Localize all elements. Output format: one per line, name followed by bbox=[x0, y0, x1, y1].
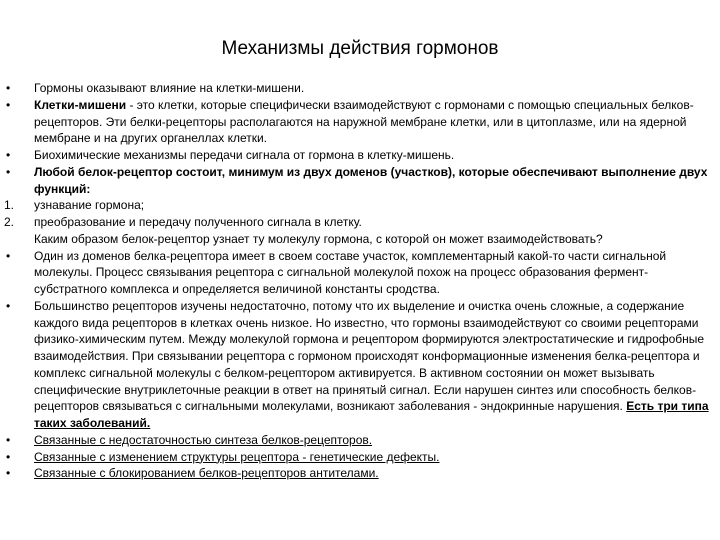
list-item-structure-change bbox=[4, 449, 716, 466]
list-item-recognition bbox=[4, 197, 716, 214]
list-item-hormones-influence bbox=[4, 80, 716, 97]
bullet-marker: • bbox=[6, 97, 11, 112]
slide-body bbox=[4, 80, 716, 482]
bullet-marker: • bbox=[6, 466, 11, 481]
number-marker: 2. bbox=[4, 215, 15, 229]
slide-title: Механизмы действия гормонов bbox=[221, 38, 499, 59]
item-text: Каким образом белок-рецептор узнает ту молекулу гормона, с которой он может взаимодействовать? bbox=[34, 231, 603, 246]
item-text: Связанные с блокированием белков-рецепторов антителами. bbox=[34, 466, 379, 481]
list-item-complementary-site bbox=[4, 248, 716, 298]
item-text: преобразование и передачу полученного сигнала в клетку. bbox=[34, 215, 362, 229]
list-item-receptor-domains bbox=[4, 164, 716, 198]
bullet-marker: • bbox=[6, 148, 11, 162]
bullet-marker: • bbox=[6, 81, 11, 95]
item-text: Любой белок-рецептор состоит, минимум из двух доменов (участков), которые обеспечивают выполнение двух функций: bbox=[34, 164, 708, 196]
list-item-transduction bbox=[4, 214, 716, 231]
bullet-marker: • bbox=[6, 164, 11, 179]
item-text: Связанные с недостаточностью синтеза белков-рецепторов. bbox=[34, 432, 373, 447]
list-item-synthesis-deficiency bbox=[4, 432, 716, 449]
item-text: - это клетки, которые специфически взаимодействуют с гормонами с помощью специальных белков-рецепторов. Эти белки-рецепторы располагаются на наружной мембране клетки, или в цитоплазме, или на ядерной мембране и на других органеллах клетки. bbox=[34, 97, 694, 146]
bullet-marker: • bbox=[6, 298, 11, 313]
item-text: Биохимические механизмы передачи сигнала от гормона в клетку-мишень. bbox=[34, 148, 455, 162]
list-item-target-cells bbox=[4, 97, 716, 147]
item-text: Гормоны оказывают влияние на клетки-мишени. bbox=[34, 81, 305, 95]
bullet-marker: • bbox=[6, 248, 11, 263]
bullet-marker: • bbox=[6, 449, 11, 464]
item-text: Связанные с изменением структуры рецептора - генетические дефекты. bbox=[34, 449, 440, 464]
number-marker: 1. bbox=[4, 198, 15, 213]
list-item-question bbox=[4, 231, 716, 248]
list-item-receptors-studied bbox=[4, 298, 716, 432]
item-bold-lead: Клетки-мишени bbox=[34, 97, 127, 112]
list-item-biochemical-mechanisms bbox=[4, 147, 716, 164]
bullet-marker: • bbox=[6, 432, 11, 447]
list-item-antibody-blocking bbox=[4, 465, 716, 482]
item-text: Большинство рецепторов изучены недостаточно, потому что их выделение и очистка очень сложные, а содержание каждого вида рецепторов в клетках очень низкое. Но известно, что гормоны взаимодействуют со своими рецепторами физико-химическим путем. Между молекулой гормона и рецептором формируются электростатические и гидрофобные взаимодействия. При связывании рецептора с гормоном происходят конформационные изменения белка-рецептора и комплекс сигнальной молекулы с белком-рецептором активируется. В активном состоянии он может вызывать специфические внутриклеточные реакции в ответ на принятый сигнал. Если нарушен синтез или способность белков-рецепторов связываться с сигнальными молекулами, возникают заболевания - эндокринные нарушения. bbox=[34, 298, 705, 414]
item-bold-tail: Есть три типа таких заболеваний. bbox=[34, 399, 709, 430]
item-text: узнавание гормона; bbox=[34, 198, 145, 213]
item-text: Один из доменов белка-рецептора имеет в своем составе участок, комплементарный какой-то части сигнальной молекулы. Процесс связывания рецептора с сигнальной молекулой похож на процесс образования фермент-субстратного комплекса и определяется величиной константы сродства. bbox=[34, 248, 667, 296]
